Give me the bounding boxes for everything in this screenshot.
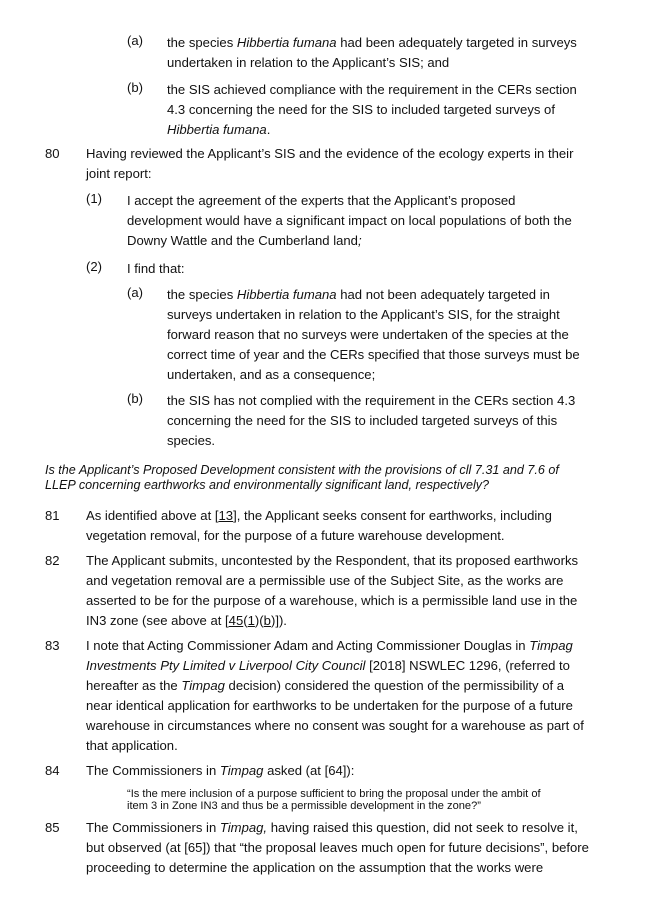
- para-80-2b-line: species.: [167, 433, 216, 448]
- para-83-line: warehouse in circumstances where no consent was sought for a warehouse as part of: [86, 718, 584, 733]
- paragraph-number-84: 84: [45, 763, 60, 778]
- para-83-line: I note that Acting Commissioner Adam and Acting Commissioner Douglas in Timpag: [86, 638, 573, 653]
- para-80-1-line: development would have a significant impact on local populations of both the: [127, 213, 572, 228]
- para-82-line: IN3 zone (see above at [45(1)(b)]).: [86, 613, 287, 628]
- section-heading: LLEP concerning earthworks and environmentally significant land, respectively?: [45, 478, 490, 492]
- para-80-2a-line: the species Hibbertia fumana had not been adequately targeted in: [167, 287, 550, 302]
- para-85-line: proceeding to determine the application on the assumption that the works were: [86, 860, 544, 875]
- block-quote: “Is the mere inclusion of a purpose sufficient to bring the proposal under the ambit of: [127, 788, 541, 800]
- para-83-line: Investments Pty Limited v Liverpool City Council [2018] NSWLEC 1296, (referred to: [86, 658, 570, 673]
- para-85-line: but observed (at [65]) that “the proposal leaves much open for future decisions”, before: [86, 840, 589, 855]
- paragraph-number-83: 83: [45, 638, 60, 653]
- paragraph-number-81: 81: [45, 508, 60, 523]
- para-83-line: near identical application for earthworks to be undertaken for the purpose of a future: [86, 698, 573, 713]
- subpara-label-80-2a: (a): [127, 285, 144, 300]
- cross-reference-link[interactable]: 13: [218, 508, 234, 523]
- subpara-label-79a: (a): [127, 33, 144, 48]
- cross-reference-link[interactable]: 1: [247, 613, 255, 628]
- para-80-2b-line: concerning the need for the SIS to included targeted surveys of this: [167, 413, 558, 428]
- para-80-2-line: I find that:: [127, 261, 185, 276]
- para-80-2a-line: forward reason that no surveys were undertaken of the species at the: [167, 327, 569, 342]
- cross-reference-link[interactable]: 45: [228, 613, 244, 628]
- para-80-line: joint report:: [86, 166, 152, 181]
- para-81-line: As identified above at [13], the Applicant seeks consent for earthworks, including: [86, 508, 552, 523]
- para-79a-line: undertaken in relation to the Applicant’s SIS; and: [167, 55, 450, 70]
- para-80-2a-line: undertaken, and as a consequence;: [167, 367, 376, 382]
- para-79b-line: the SIS achieved compliance with the requirement in the CERs section: [167, 82, 577, 97]
- subpara-label-80-2b: (b): [127, 391, 144, 406]
- para-80-line: Having reviewed the Applicant’s SIS and the evidence of the ecology experts in their: [86, 146, 574, 161]
- para-80-2a-line: correct time of year and the CERs specified that those surveys must be: [167, 347, 580, 362]
- para-82-line: and vegetation removal are a permissible use of the Subject Site, as the works are: [86, 573, 564, 588]
- cross-reference-link[interactable]: b: [263, 613, 271, 628]
- para-80-1-line: I accept the agreement of the experts that the Applicant’s proposed: [127, 193, 516, 208]
- para-79b-line: Hibbertia fumana.: [167, 122, 271, 137]
- subpara-label-80-1: (1): [86, 191, 103, 206]
- paragraph-number-80: 80: [45, 146, 60, 161]
- subpara-label-79b: (b): [127, 80, 144, 95]
- subpara-label-80-2: (2): [86, 259, 103, 274]
- para-80-2a-line: surveys undertaken in relation to the Applicant’s SIS, for the straight: [167, 307, 560, 322]
- para-82-line: asserted to be for the purpose of a warehouse, which is a permissible land use in the: [86, 593, 578, 608]
- paragraph-number-82: 82: [45, 553, 60, 568]
- para-83-line: that application.: [86, 738, 178, 753]
- para-80-1-line: Downy Wattle and the Cumberland land;: [127, 233, 362, 248]
- para-82-line: The Applicant submits, uncontested by the Respondent, that its proposed earthworks: [86, 553, 579, 568]
- paragraph-number-85: 85: [45, 820, 60, 835]
- para-79a-line: the species Hibbertia fumana had been adequately targeted in surveys: [167, 35, 577, 50]
- para-84-line: The Commissioners in Timpag asked (at [64]):: [86, 763, 355, 778]
- section-heading: Is the Applicant’s Proposed Development consistent with the provisions of cll 7.31 and 7.6 of: [45, 463, 559, 477]
- para-79b-line: 4.3 concerning the need for the SIS to included targeted surveys of: [167, 102, 555, 117]
- para-81-line: vegetation removal, for the purpose of a future warehouse development.: [86, 528, 505, 543]
- block-quote: item 3 in Zone IN3 and thus be a permissible development in the zone?”: [127, 800, 481, 812]
- para-83-line: hereafter as the Timpag decision) considered the question of the permissibility of a: [86, 678, 565, 693]
- para-80-2b-line: the SIS has not complied with the requirement in the CERs section 4.3: [167, 393, 576, 408]
- para-85-line: The Commissioners in Timpag, having raised this question, did not seek to resolve it,: [86, 820, 578, 835]
